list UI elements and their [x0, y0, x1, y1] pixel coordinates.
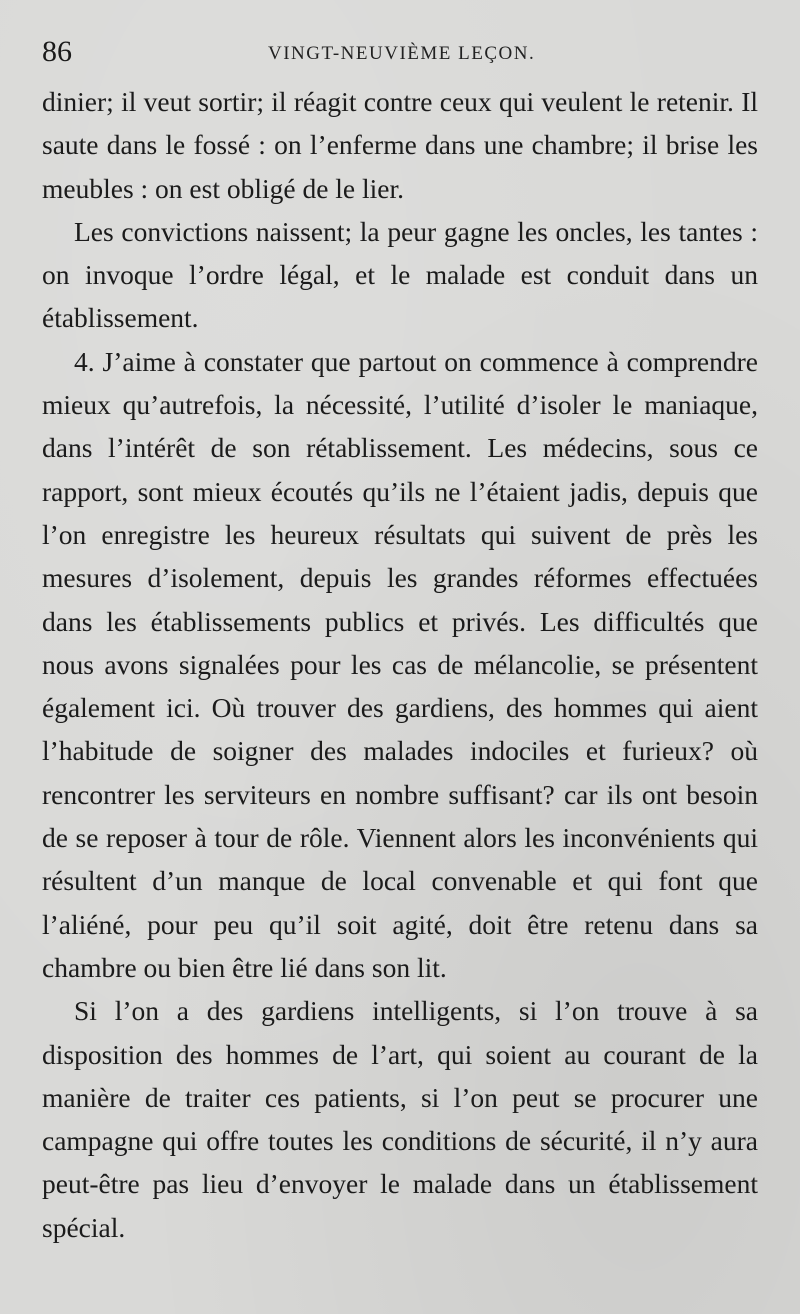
page-number: 86	[42, 35, 72, 68]
paragraph-continued: dinier; il veut sortir; il réagit contre ceux qui veulent le retenir. Il saute dans le fossé : on l’enferme dans une chambre; il brise les meubles : on est obligé de le lier.	[42, 86, 758, 204]
body-text	[42, 80, 758, 1249]
paragraph: Si l’on a des gardiens intelligents, si l’on trouve à sa disposition des hommes de l’art, qui soient au courant de la manière de traiter ces patients, si l’on peut se procurer une campagne qui offre toutes les conditions de sécurité, il n’y aura peut-être pas lieu d’envoyer le malade dans un établissement spécial.	[42, 995, 758, 1243]
paragraph-numbered-4: 4. J’aime à constater que partout on commence à comprendre mieux qu’autrefois, la nécessité, l’utilité d’isoler le maniaque, dans l’intérêt de son rétablissement. Les médecins, sous ce rapport, sont mieux écoutés qu’ils ne l’étaient jadis, depuis que l’on enregistre les heureux résultats qui suivent de près les mesures d’isolement, depuis les grandes réformes effectuées dans les établissements publics et privés. Les difficultés que nous avons signalées pour les cas de mélancolie, se présentent également ici. Où trouver des gardiens, des hommes qui aient l’habitude de soigner des malades indociles et furieux? où rencontrer les serviteurs en nombre suffisant? car ils ont besoin de se reposer à tour de rôle. Viennent alors les inconvénients qui résultent d’un manque de local convenable et qui font que l’aliéné, pour peu qu’il soit agité, doit être retenu dans sa chambre ou bien être lié dans son lit.	[42, 345, 758, 983]
paragraph: Les convictions naissent; la peur gagne les oncles, les tantes : on invoque l’ordre légal, et le malade est conduit dans un établissement.	[42, 215, 758, 334]
running-title: VINGT-NEUVIÈME LEÇON.	[268, 43, 536, 64]
page-header	[42, 30, 760, 74]
